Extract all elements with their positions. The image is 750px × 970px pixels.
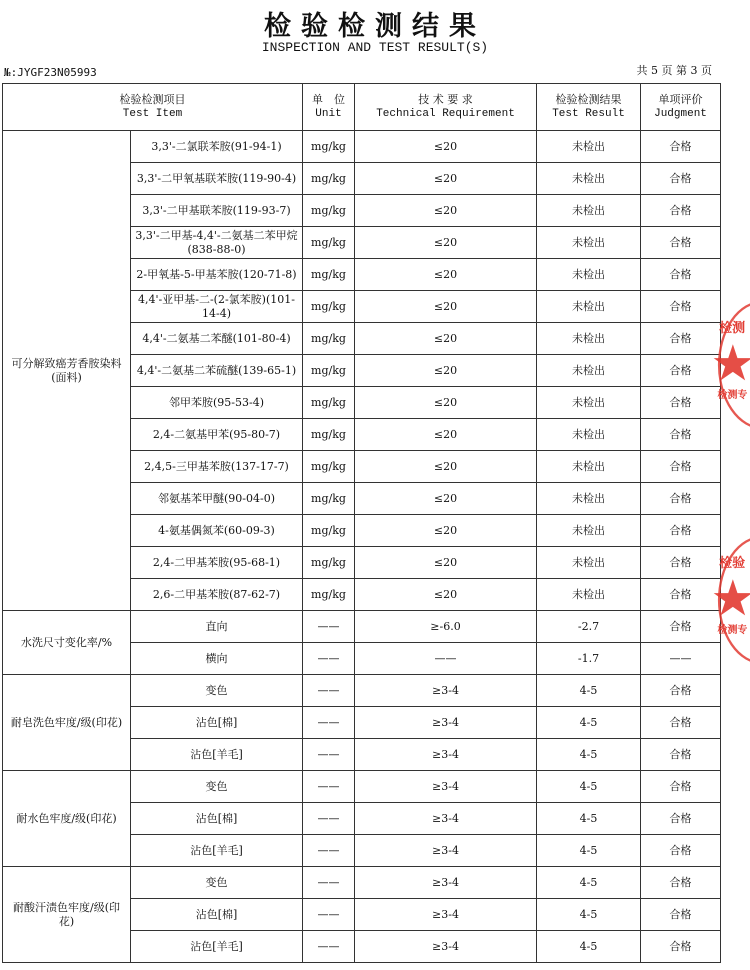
requirement-cell: ≤20 <box>355 291 537 323</box>
sub-item-cell: 2-甲氧基-5-甲基苯胺(120-71-8) <box>131 259 303 291</box>
unit-cell: —— <box>303 867 355 899</box>
result-cell: 4-5 <box>537 803 641 835</box>
requirement-cell: ≥3-4 <box>355 931 537 963</box>
result-cell: 未检出 <box>537 323 641 355</box>
requirement-cell: ≥3-4 <box>355 771 537 803</box>
result-cell: 4-5 <box>537 739 641 771</box>
result-cell: 未检出 <box>537 419 641 451</box>
judgment-cell: 合格 <box>641 227 721 259</box>
requirement-cell: ≤20 <box>355 323 537 355</box>
sub-item-cell: 沾色[羊毛] <box>131 835 303 867</box>
unit-cell: —— <box>303 611 355 643</box>
requirement-cell: ≥3-4 <box>355 739 537 771</box>
result-cell: 未检出 <box>537 355 641 387</box>
unit-cell: mg/kg <box>303 579 355 611</box>
judgment-cell: 合格 <box>641 259 721 291</box>
judgment-cell: 合格 <box>641 131 721 163</box>
result-cell: 4-5 <box>537 931 641 963</box>
table-row <box>3 771 721 803</box>
judgment-cell: 合格 <box>641 547 721 579</box>
sub-item-cell: 3,3'-二甲基联苯胺(119-93-7) <box>131 195 303 227</box>
table-header-row <box>3 84 721 131</box>
category-cell: 耐皂洗色牢度/级(印花) <box>3 675 131 771</box>
sub-item-cell: 沾色[棉] <box>131 803 303 835</box>
requirement-cell: ≤20 <box>355 419 537 451</box>
unit-cell: —— <box>303 803 355 835</box>
unit-cell: mg/kg <box>303 483 355 515</box>
official-seal-icon <box>716 285 750 445</box>
sub-item-cell: 横向 <box>131 643 303 675</box>
result-cell: 未检出 <box>537 515 641 547</box>
result-cell: -1.7 <box>537 643 641 675</box>
judgment-cell: 合格 <box>641 419 721 451</box>
sub-item-cell: 邻甲苯胺(95-53-4) <box>131 387 303 419</box>
judgment-cell: 合格 <box>641 483 721 515</box>
results-table-body <box>3 131 721 963</box>
sub-item-cell: 4-氨基偶氮苯(60-09-3) <box>131 515 303 547</box>
report-title-en: INSPECTION AND TEST RESULT(S) <box>261 40 489 55</box>
unit-cell: mg/kg <box>303 131 355 163</box>
requirement-cell: ≥3-4 <box>355 675 537 707</box>
unit-cell: —— <box>303 739 355 771</box>
unit-cell: mg/kg <box>303 291 355 323</box>
svg-text:检测: 检测 <box>719 321 746 337</box>
unit-cell: mg/kg <box>303 547 355 579</box>
sub-item-cell: 直向 <box>131 611 303 643</box>
col-header-result: 检验检测结果 Test Result <box>537 84 641 131</box>
requirement-cell: ≤20 <box>355 355 537 387</box>
unit-cell: mg/kg <box>303 451 355 483</box>
requirement-cell: ≤20 <box>355 259 537 291</box>
unit-cell: —— <box>303 931 355 963</box>
sub-item-cell: 2,4,5-三甲基苯胺(137-17-7) <box>131 451 303 483</box>
judgment-cell: 合格 <box>641 931 721 963</box>
col-header-test-item: 检验检测项目 Test Item <box>3 84 303 131</box>
judgment-cell: 合格 <box>641 771 721 803</box>
page-indicator: 共 5 页 第 3 页 <box>636 64 712 77</box>
result-cell: -2.7 <box>537 611 641 643</box>
requirement-cell: ≥3-4 <box>355 803 537 835</box>
table-row <box>3 867 721 899</box>
unit-cell: —— <box>303 643 355 675</box>
unit-cell: —— <box>303 771 355 803</box>
requirement-cell: ≤20 <box>355 131 537 163</box>
result-cell: 未检出 <box>537 547 641 579</box>
requirement-cell: ≤20 <box>355 195 537 227</box>
result-cell: 未检出 <box>537 227 641 259</box>
requirement-cell: ≤20 <box>355 579 537 611</box>
sub-item-cell: 3,3'-二甲氧基联苯胺(119-90-4) <box>131 163 303 195</box>
sub-item-cell: 4,4'-亚甲基-二-(2-氯苯胺)(101-14-4) <box>131 291 303 323</box>
result-cell: 未检出 <box>537 163 641 195</box>
category-cell: 水洗尺寸变化率/% <box>3 611 131 675</box>
requirement-cell: ≥3-4 <box>355 707 537 739</box>
judgment-cell: 合格 <box>641 163 721 195</box>
requirement-cell: ≥-6.0 <box>355 611 537 643</box>
unit-cell: mg/kg <box>303 227 355 259</box>
sub-item-cell: 2,6-二甲基苯胺(87-62-7) <box>131 579 303 611</box>
unit-cell: mg/kg <box>303 355 355 387</box>
result-cell: 4-5 <box>537 899 641 931</box>
unit-cell: mg/kg <box>303 195 355 227</box>
sub-item-cell: 变色 <box>131 675 303 707</box>
unit-cell: —— <box>303 835 355 867</box>
svg-text:检测专: 检测专 <box>717 389 748 401</box>
unit-cell: —— <box>303 899 355 931</box>
sub-item-cell: 沾色[羊毛] <box>131 739 303 771</box>
sub-item-cell: 4,4'-二氨基二苯醚(101-80-4) <box>131 323 303 355</box>
judgment-cell: 合格 <box>641 867 721 899</box>
col-header-requirement: 技 术 要 求 Technical Requirement <box>355 84 537 131</box>
unit-cell: mg/kg <box>303 259 355 291</box>
sub-item-cell: 4,4'-二氨基二苯硫醚(139-65-1) <box>131 355 303 387</box>
report-title-cn: 检验检测结果 <box>264 11 486 42</box>
result-cell: 未检出 <box>537 131 641 163</box>
result-cell: 未检出 <box>537 483 641 515</box>
result-cell: 4-5 <box>537 707 641 739</box>
result-cell: 未检出 <box>537 291 641 323</box>
requirement-cell: ≥3-4 <box>355 867 537 899</box>
judgment-cell: 合格 <box>641 291 721 323</box>
table-row <box>3 131 721 163</box>
col-header-judgment: 单项评价 Judgment <box>641 84 721 131</box>
results-table <box>2 83 721 963</box>
sub-item-cell: 沾色[棉] <box>131 899 303 931</box>
judgment-cell: 合格 <box>641 195 721 227</box>
judgment-cell: 合格 <box>641 611 721 643</box>
result-cell: 4-5 <box>537 835 641 867</box>
judgment-cell: 合格 <box>641 323 721 355</box>
judgment-cell: 合格 <box>641 355 721 387</box>
requirement-cell: ≤20 <box>355 227 537 259</box>
svg-text:检验: 检验 <box>719 556 746 572</box>
judgment-cell: 合格 <box>641 675 721 707</box>
result-cell: 4-5 <box>537 675 641 707</box>
result-cell: 未检出 <box>537 387 641 419</box>
judgment-cell: 合格 <box>641 803 721 835</box>
requirement-cell: ≤20 <box>355 515 537 547</box>
unit-cell: mg/kg <box>303 419 355 451</box>
sub-item-cell: 3,3'-二甲基-4,4'-二氨基二苯甲烷(838-88-0) <box>131 227 303 259</box>
requirement-cell: ≥3-4 <box>355 835 537 867</box>
sub-item-cell: 变色 <box>131 867 303 899</box>
category-cell: 耐酸汗渍色牢度/级(印花) <box>3 867 131 963</box>
category-cell: 耐水色牢度/级(印花) <box>3 771 131 867</box>
requirement-cell: ≤20 <box>355 163 537 195</box>
official-seal-icon <box>716 520 750 680</box>
unit-cell: mg/kg <box>303 163 355 195</box>
requirement-cell: ≤20 <box>355 451 537 483</box>
judgment-cell: 合格 <box>641 739 721 771</box>
requirement-cell: ≥3-4 <box>355 899 537 931</box>
category-cell: 可分解致癌芳香胺染料(面料) <box>3 131 131 611</box>
col-header-unit: 单 位 Unit <box>303 84 355 131</box>
unit-cell: —— <box>303 707 355 739</box>
requirement-cell: ≤20 <box>355 547 537 579</box>
result-cell: 未检出 <box>537 451 641 483</box>
report-number: №:JYGF23N05993 <box>4 66 97 79</box>
judgment-cell: 合格 <box>641 515 721 547</box>
sub-item-cell: 沾色[羊毛] <box>131 931 303 963</box>
unit-cell: —— <box>303 675 355 707</box>
result-cell: 未检出 <box>537 195 641 227</box>
judgment-cell: 合格 <box>641 387 721 419</box>
sub-item-cell: 邻氨基苯甲醚(90-04-0) <box>131 483 303 515</box>
sub-item-cell: 变色 <box>131 771 303 803</box>
judgment-cell: 合格 <box>641 835 721 867</box>
sub-item-cell: 沾色[棉] <box>131 707 303 739</box>
sub-item-cell: 2,4-二甲基苯胺(95-68-1) <box>131 547 303 579</box>
result-cell: 4-5 <box>537 867 641 899</box>
requirement-cell: —— <box>355 643 537 675</box>
result-cell: 4-5 <box>537 771 641 803</box>
judgment-cell: —— <box>641 643 721 675</box>
judgment-cell: 合格 <box>641 579 721 611</box>
sub-item-cell: 2,4-二氨基甲苯(95-80-7) <box>131 419 303 451</box>
judgment-cell: 合格 <box>641 451 721 483</box>
requirement-cell: ≤20 <box>355 387 537 419</box>
unit-cell: mg/kg <box>303 323 355 355</box>
svg-text:检测专: 检测专 <box>717 624 748 636</box>
requirement-cell: ≤20 <box>355 483 537 515</box>
table-row <box>3 611 721 643</box>
judgment-cell: 合格 <box>641 899 721 931</box>
unit-cell: mg/kg <box>303 515 355 547</box>
sub-item-cell: 3,3'-二氯联苯胺(91-94-1) <box>131 131 303 163</box>
result-cell: 未检出 <box>537 259 641 291</box>
result-cell: 未检出 <box>537 579 641 611</box>
judgment-cell: 合格 <box>641 707 721 739</box>
table-row <box>3 675 721 707</box>
unit-cell: mg/kg <box>303 387 355 419</box>
